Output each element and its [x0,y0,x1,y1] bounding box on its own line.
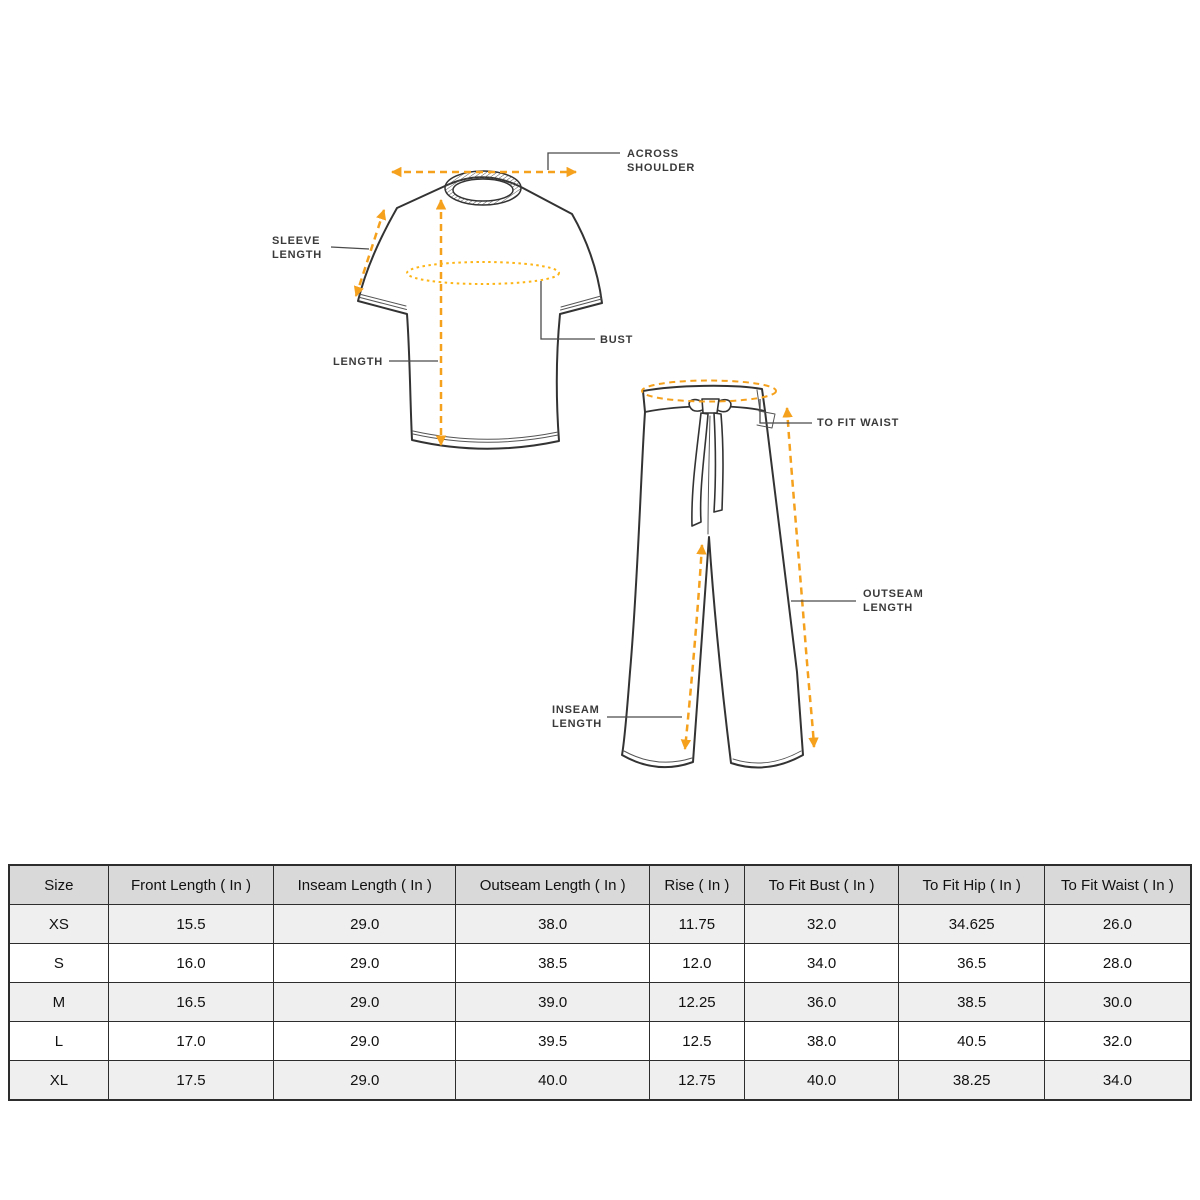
cell: 36.0 [744,983,899,1022]
bust-label: BUST [600,334,634,346]
cell: 16.5 [108,983,273,1022]
cell: 34.0 [1044,1061,1191,1101]
cell: 17.5 [108,1061,273,1101]
cell: 32.0 [744,905,899,944]
cell: XL [9,1061,108,1101]
table-row-l [9,1022,1191,1061]
cell: 16.0 [108,944,273,983]
col-header-front-length: Front Length ( In ) [108,865,273,905]
cell: 11.75 [650,905,745,944]
table-row-xs [9,905,1191,944]
col-header-rise: Rise ( In ) [650,865,745,905]
cell: 38.0 [744,1022,899,1061]
cell: 29.0 [274,905,456,944]
cell: 39.5 [456,1022,650,1061]
cell: 12.25 [650,983,745,1022]
cell: 36.5 [899,944,1044,983]
cell: 38.25 [899,1061,1044,1101]
cell: 34.625 [899,905,1044,944]
sleeve-length-label: SLEEVE LENGTH [272,235,323,261]
cell: 17.0 [108,1022,273,1061]
tshirt-drawing [358,171,602,449]
table-header-row [9,865,1191,905]
outseam-length-label: OUTSEAM LENGTH [863,588,924,614]
cell: XS [9,905,108,944]
table-row-xl [9,1061,1191,1101]
to-fit-waist-label: TO FIT WAIST [817,417,900,429]
cell: 38.5 [899,983,1044,1022]
cell: 15.5 [108,905,273,944]
table-row-s [9,944,1191,983]
cell: 38.0 [456,905,650,944]
cell: 28.0 [1044,944,1191,983]
across-shoulder-label: ACROSS SHOULDER [627,148,696,174]
cell: S [9,944,108,983]
cell: L [9,1022,108,1061]
cell: 26.0 [1044,905,1191,944]
size-chart-table [8,864,1192,1101]
cell: 32.0 [1044,1022,1191,1061]
cell: 39.0 [456,983,650,1022]
col-header-size: Size [9,865,108,905]
col-header-to-fit-hip: To Fit Hip ( In ) [899,865,1044,905]
cell: 38.5 [456,944,650,983]
col-header-to-fit-waist: To Fit Waist ( In ) [1044,865,1191,905]
cell: M [9,983,108,1022]
inseam-length-label: INSEAM LENGTH [552,704,603,730]
cell: 29.0 [274,1022,456,1061]
col-header-outseam-length: Outseam Length ( In ) [456,865,650,905]
cell: 12.0 [650,944,745,983]
cell: 29.0 [274,944,456,983]
cell: 30.0 [1044,983,1191,1022]
table-row-m [9,983,1191,1022]
pants-drawing [622,386,803,768]
cell: 40.5 [899,1022,1044,1061]
col-header-to-fit-bust: To Fit Bust ( In ) [744,865,899,905]
cell: 12.5 [650,1022,745,1061]
cell: 12.75 [650,1061,745,1101]
cell: 29.0 [274,1061,456,1101]
length-label: LENGTH [333,356,384,368]
cell: 29.0 [274,983,456,1022]
cell: 40.0 [456,1061,650,1101]
col-header-inseam-length: Inseam Length ( In ) [274,865,456,905]
cell: 34.0 [744,944,899,983]
cell: 40.0 [744,1061,899,1101]
